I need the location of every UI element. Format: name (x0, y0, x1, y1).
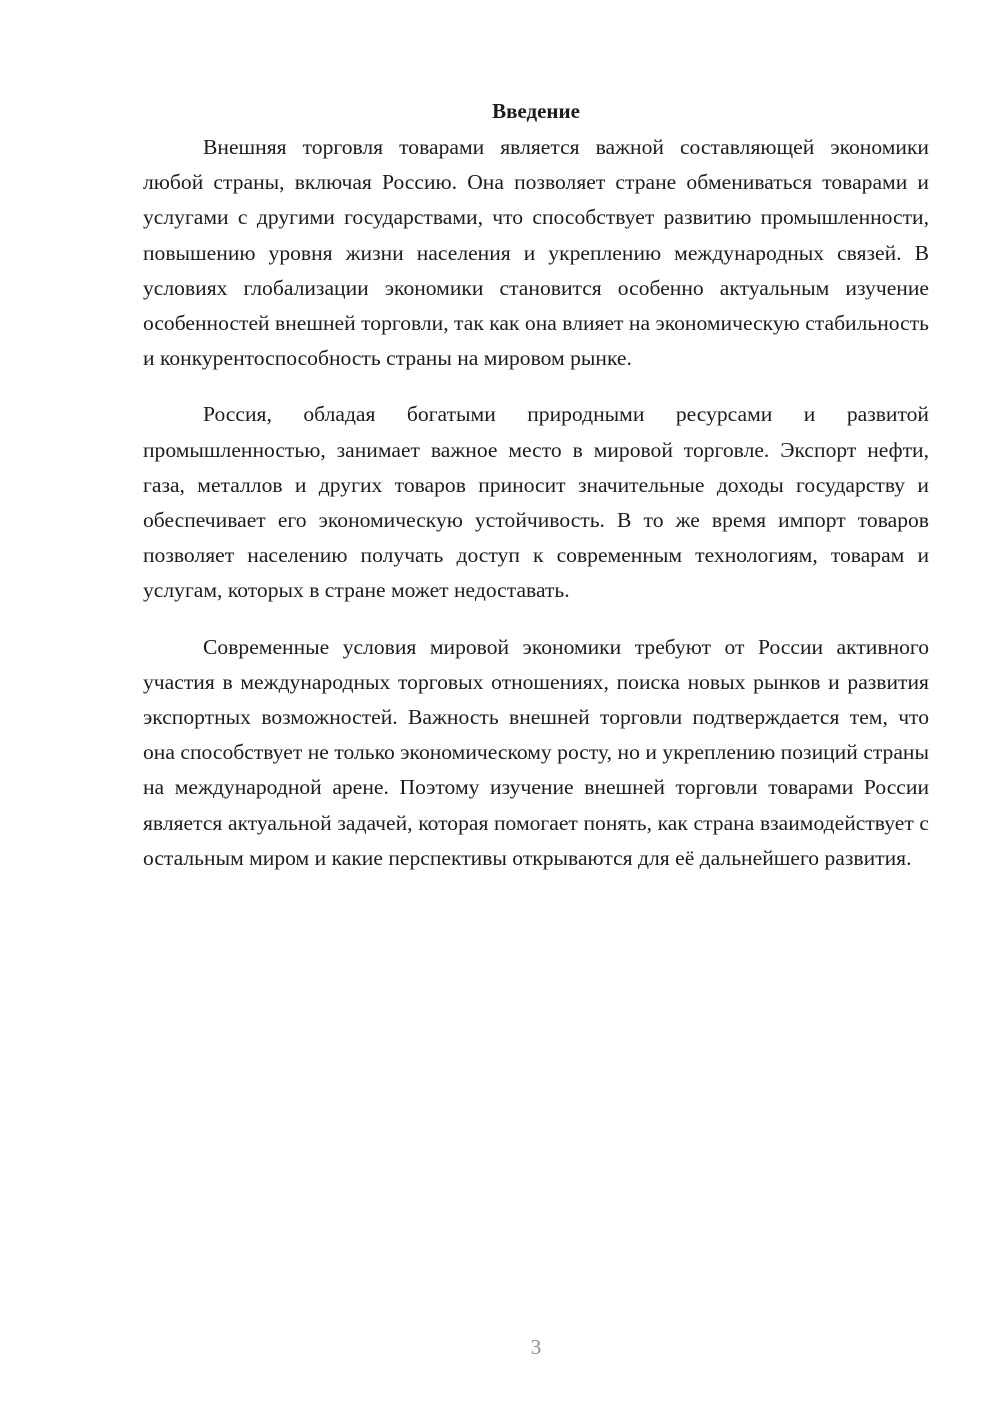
section-heading: Введение (492, 99, 580, 123)
page-number: 3 (530, 1335, 542, 1359)
paragraph-3: Современные условия мировой экономики требуют от России активного участия в международных торговых отношениях, поиска новых рынков и развития экспортных возможностей. Важность внешней торговли подтверждается тем, что она способствует не только экономическому росту, но и укреплению позиций страны на международной арене. Поэтому изучение внешней торговли товарами России является актуальной задачей, которая помогает понять, как страна взаимодействует с остальным миром и какие перспективы открываются для её дальнейшего развития. (143, 634, 929, 870)
page-content (143, 96, 929, 876)
paragraph-2: Россия, обладая богатыми природными ресурсами и развитой промышленностью, занимает важное место в мировой торговле. Экспорт нефти, газа, металлов и других товаров приносит значительные доходы государству и обеспечивает его экономическую устойчивость. В то же время импорт товаров позволяет населению получать доступ к современным технологиям, товарам и услугам, которых в стране может недоставать. (143, 402, 929, 603)
paragraph-1: Внешняя торговля товарами является важной составляющей экономики любой страны, включая Россию. Она позволяет стране обмениваться товарами и услугами с другими государствами, что способствует развитию промышленности, повышению уровня жизни населения и укреплению международных связей. В условиях глобализации экономики становится особенно актуальным изучение особенностей внешней торговли, так как она влияет на экономическую стабильность и конкурентоспособность страны на мировом рынке. (143, 135, 929, 371)
